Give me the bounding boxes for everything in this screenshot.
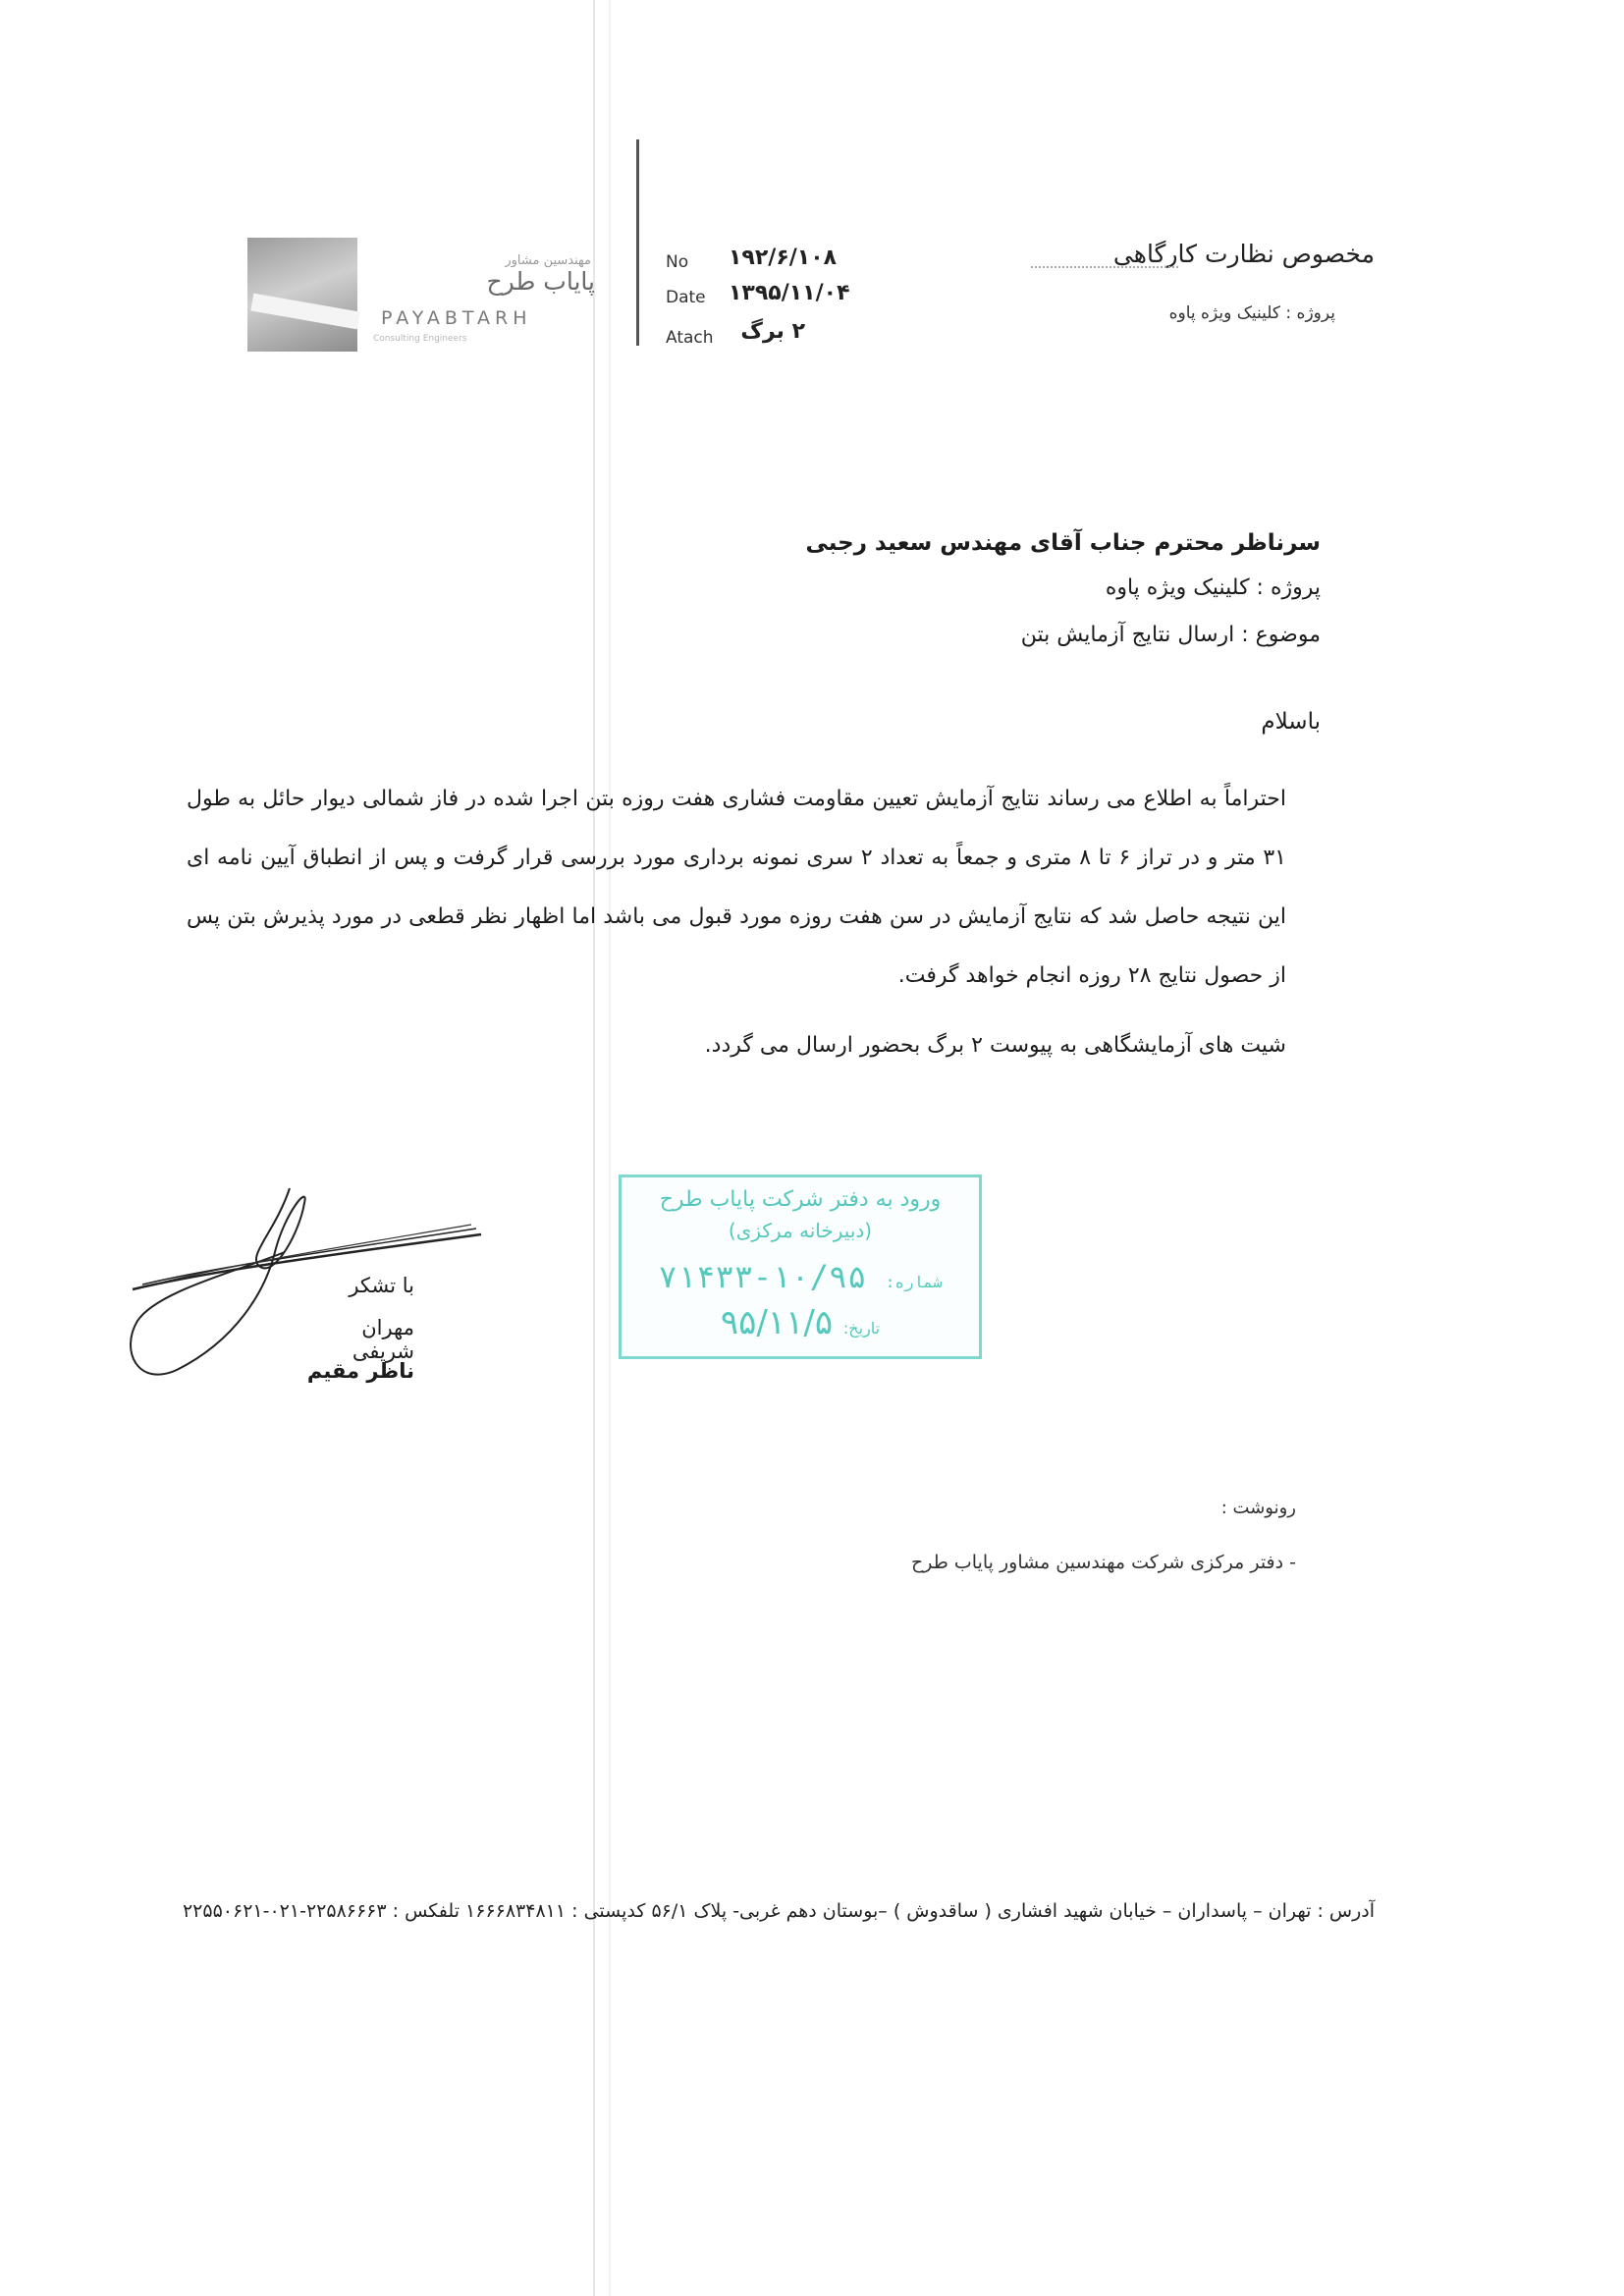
cc-title: رونوشت : <box>1220 1498 1296 1518</box>
cc-item: - دفتر مرکزی شرکت مهندسین مشاور پایاب طرح <box>911 1552 1296 1573</box>
footer-address: آدرس : تهران – پاسداران – خیابان شهید افشاری ( ساقدوش ) –بوستان دهم غربی- پلاک ۵۶/۱ کدپستی : ۱۶۶۶۸۳۴۸۱۱ تلفکس : ۲۲۵۸۶۶۶۳-۰۲۱-۲۲۵۵۰۶۲۱ <box>182 1900 1375 1922</box>
header-project-line: پروژه : کلینیک ویژه پاوه <box>1168 303 1335 323</box>
body-paragraph-2: شیت های آزمایشگاهی به پیوست ۲ برگ بحضور ارسال می گردد. <box>704 1033 1286 1058</box>
header-divider <box>636 139 639 346</box>
scan-fold-line <box>609 0 611 2296</box>
attach-value: ۲ برگ <box>740 319 805 344</box>
scan-fold-line <box>593 0 595 2296</box>
stamp-number-value: ۱۰/۹۵-۷۱۴۳۳ <box>658 1258 867 1295</box>
signer-name: مهران شریفی <box>352 1316 414 1363</box>
attach-label: Atach <box>666 328 714 348</box>
logo-small-caption: مهندسین مشاور <box>505 253 591 268</box>
no-value: ۱۹۲/۶/۱۰۸ <box>729 246 838 270</box>
stamp-date-value: ۹۵/۱۱/۵ <box>720 1303 834 1342</box>
body-paragraph-1: احتراماً به اطلاع می رساند نتایج آزمایش تعیین مقاومت فشاری هفت روزه بتن اجرا شده در فاز شمالی دیوار حائل به طول ۳۱ متر و در تراز ۶ تا ۸ متری و جمعاً به تعداد ۲ سری نمونه برداری مورد بررسی قرار گرفت و پس از انطباق آیین نامه ای این نتیجه حاصل شد که نتایج آزمایش در سن هفت روزه مورد قبول می باشد اما اظهار نظر قطعی در مورد پذیرش بتن پس از حصول نتایج ۲۸ روزه انجام خواهد گرفت. <box>187 787 1286 988</box>
stamp-date-label: تاریخ: <box>842 1319 881 1338</box>
dotted-rule <box>1031 266 1178 268</box>
recipient-line: سرناظر محترم جناب آقای مهندس سعید رجبی <box>805 530 1321 556</box>
private-label: مخصوص نظارت کارگاهی <box>1112 240 1375 268</box>
company-logo-mark <box>247 238 357 352</box>
no-label: No <box>666 252 689 272</box>
project-line: پروژه : کلینیک ویژه پاوه <box>1105 575 1321 600</box>
received-stamp <box>619 1175 982 1359</box>
stamp-line-1: ورود به دفتر شرکت پایاب طرح <box>659 1187 942 1212</box>
logo-name-en: PAYABTARH <box>381 307 532 329</box>
signer-title: ناظر مقیم <box>306 1359 414 1383</box>
logo-name-fa: پایاب طرح <box>486 267 595 296</box>
greeting: باسلام <box>1261 709 1321 735</box>
stamp-number-label: شماره: <box>885 1273 943 1291</box>
date-label: Date <box>666 288 706 307</box>
logo-subcaption: Consulting Engineers <box>373 334 467 344</box>
subject-line: موضوع : ارسال نتایج آزمایش بتن <box>1020 623 1321 647</box>
stamp-line-2: (دبیرخانه مرکزی) <box>728 1219 873 1242</box>
date-value: ۱۳۹۵/۱۱/۰۴ <box>729 281 850 305</box>
signature-closing: با تشکر <box>349 1274 414 1297</box>
